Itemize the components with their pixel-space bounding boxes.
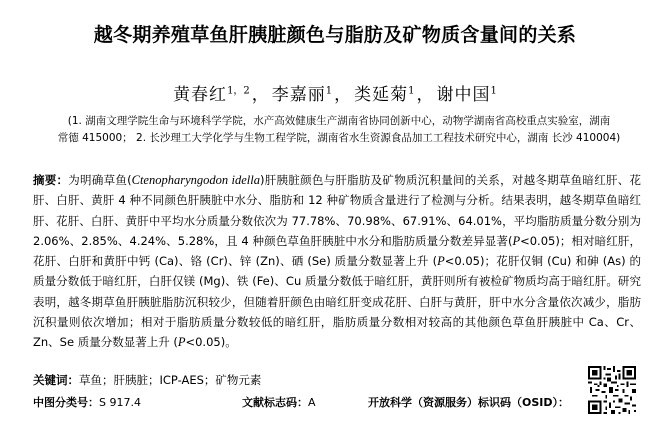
author-affiliation-mark: 1 [408,85,415,97]
keywords-label: 关键词： [33,373,79,387]
abstract-text: <0.05)。 [185,335,237,350]
abstract-text: <0.05)；相对暗红肝，花肝、白肝和黄肝中钙 (Ca)、铬 (Cr)、锌 (Zn)、硒 (Se) 质量分数显著上升 ( [33,233,641,269]
p-value-symbol: P [512,233,521,248]
affiliation-line: (1. 湖南文理学院生命与环境科学学院，水产高效健康生产湖南省协同创新中心，动物学湖南省高校重点实验室，湖南 [67,115,611,127]
affiliation-line: 常德 415000； 2. 长沙理工大学化学与生物工程学院，湖南省水生资源食品加工工程技术研究中心，湖南 长沙 410004) [57,132,621,144]
author-separator: ， [416,85,435,105]
clc-value: S 917.4 [99,396,141,409]
author-name: 谢中国 [436,85,491,105]
p-value-symbol: P [177,335,186,350]
osid-qr-code-icon [588,366,636,414]
keywords [33,372,261,388]
document-code-value: A [308,396,316,409]
paper-title: 越冬期养殖草鱼肝胰脏颜色与脂肪及矿物质含量间的关系 [93,24,577,46]
osid [368,394,569,410]
document-code [242,394,316,410]
author-affiliation-mark: 1，2 [227,85,250,97]
affiliations [34,113,644,147]
clc-label: 中图分类号： [33,396,99,409]
abstract-text: <0.05)；花肝仅铜 (Cu) 和砷 (As) 的质量分数低于暗红肝，白肝仅镁 (Mg)、铁 (Fe)、Cu 质量分数低于暗红肝，黄肝则所有被检矿物质均高于暗红肝。研究表明，越冬期草鱼肝胰脏脂肪沉积较少，但随着肝颜色由暗红肝变成花肝、白肝与黄肝，肝中水分含量依次减少，脂肪沉积量则依次增加；相对于脂肪质量分数较低的暗红肝，脂肪质量分数相对较高的其他颜色草鱼肝胰脏中 Ca、Cr、Zn、Se 质量分数显著上升 ( [33,254,642,350]
document-code-label: 文献标志码： [242,396,308,409]
abstract-text: )肝胰脏颜色与肝脂肪及矿物质沉积量间的关系，对越冬期草鱼暗红肝、花肝、白肝、黄肝 4 种不同颜色肝胰脏中水分、脂肪和 12 种矿物质含量进行了检测与分析。结果表明，越冬期草鱼暗红肝、花肝、白肝、黄肝中平均水分质量分数依次为 77.78%、70.98%、67.91%、64.01%，平均脂肪质量分数分别为 2.06%、2.85%、4.24%、5.28%，且 4 种颜色草鱼肝胰脏中水分和脂肪质量分数差异显著( [33,173,641,248]
abstract-text: 为明确草鱼( [68,173,132,187]
osid-label: 开放科学（资源服务）标识码（OSID）： [368,396,569,409]
author-separator: ， [251,85,270,105]
abstract [33,170,641,353]
author-name: 李嘉丽 [271,85,326,105]
abstract-label: 摘要： [33,173,69,187]
author-affiliation-mark: 1 [490,85,497,97]
author-separator: ， [334,85,353,105]
author-name: 黄春红 [173,85,228,105]
keywords-value: 草鱼；肝胰脏；ICP-AES；矿物元素 [79,373,262,387]
author-list [0,80,670,105]
author-affiliation-mark: 1 [325,85,333,97]
clc-number [33,394,141,410]
species-name: Ctenopharyngodon idella [131,173,261,187]
author-name: 类延菊 [354,85,409,105]
p-value-symbol: P [437,254,445,269]
